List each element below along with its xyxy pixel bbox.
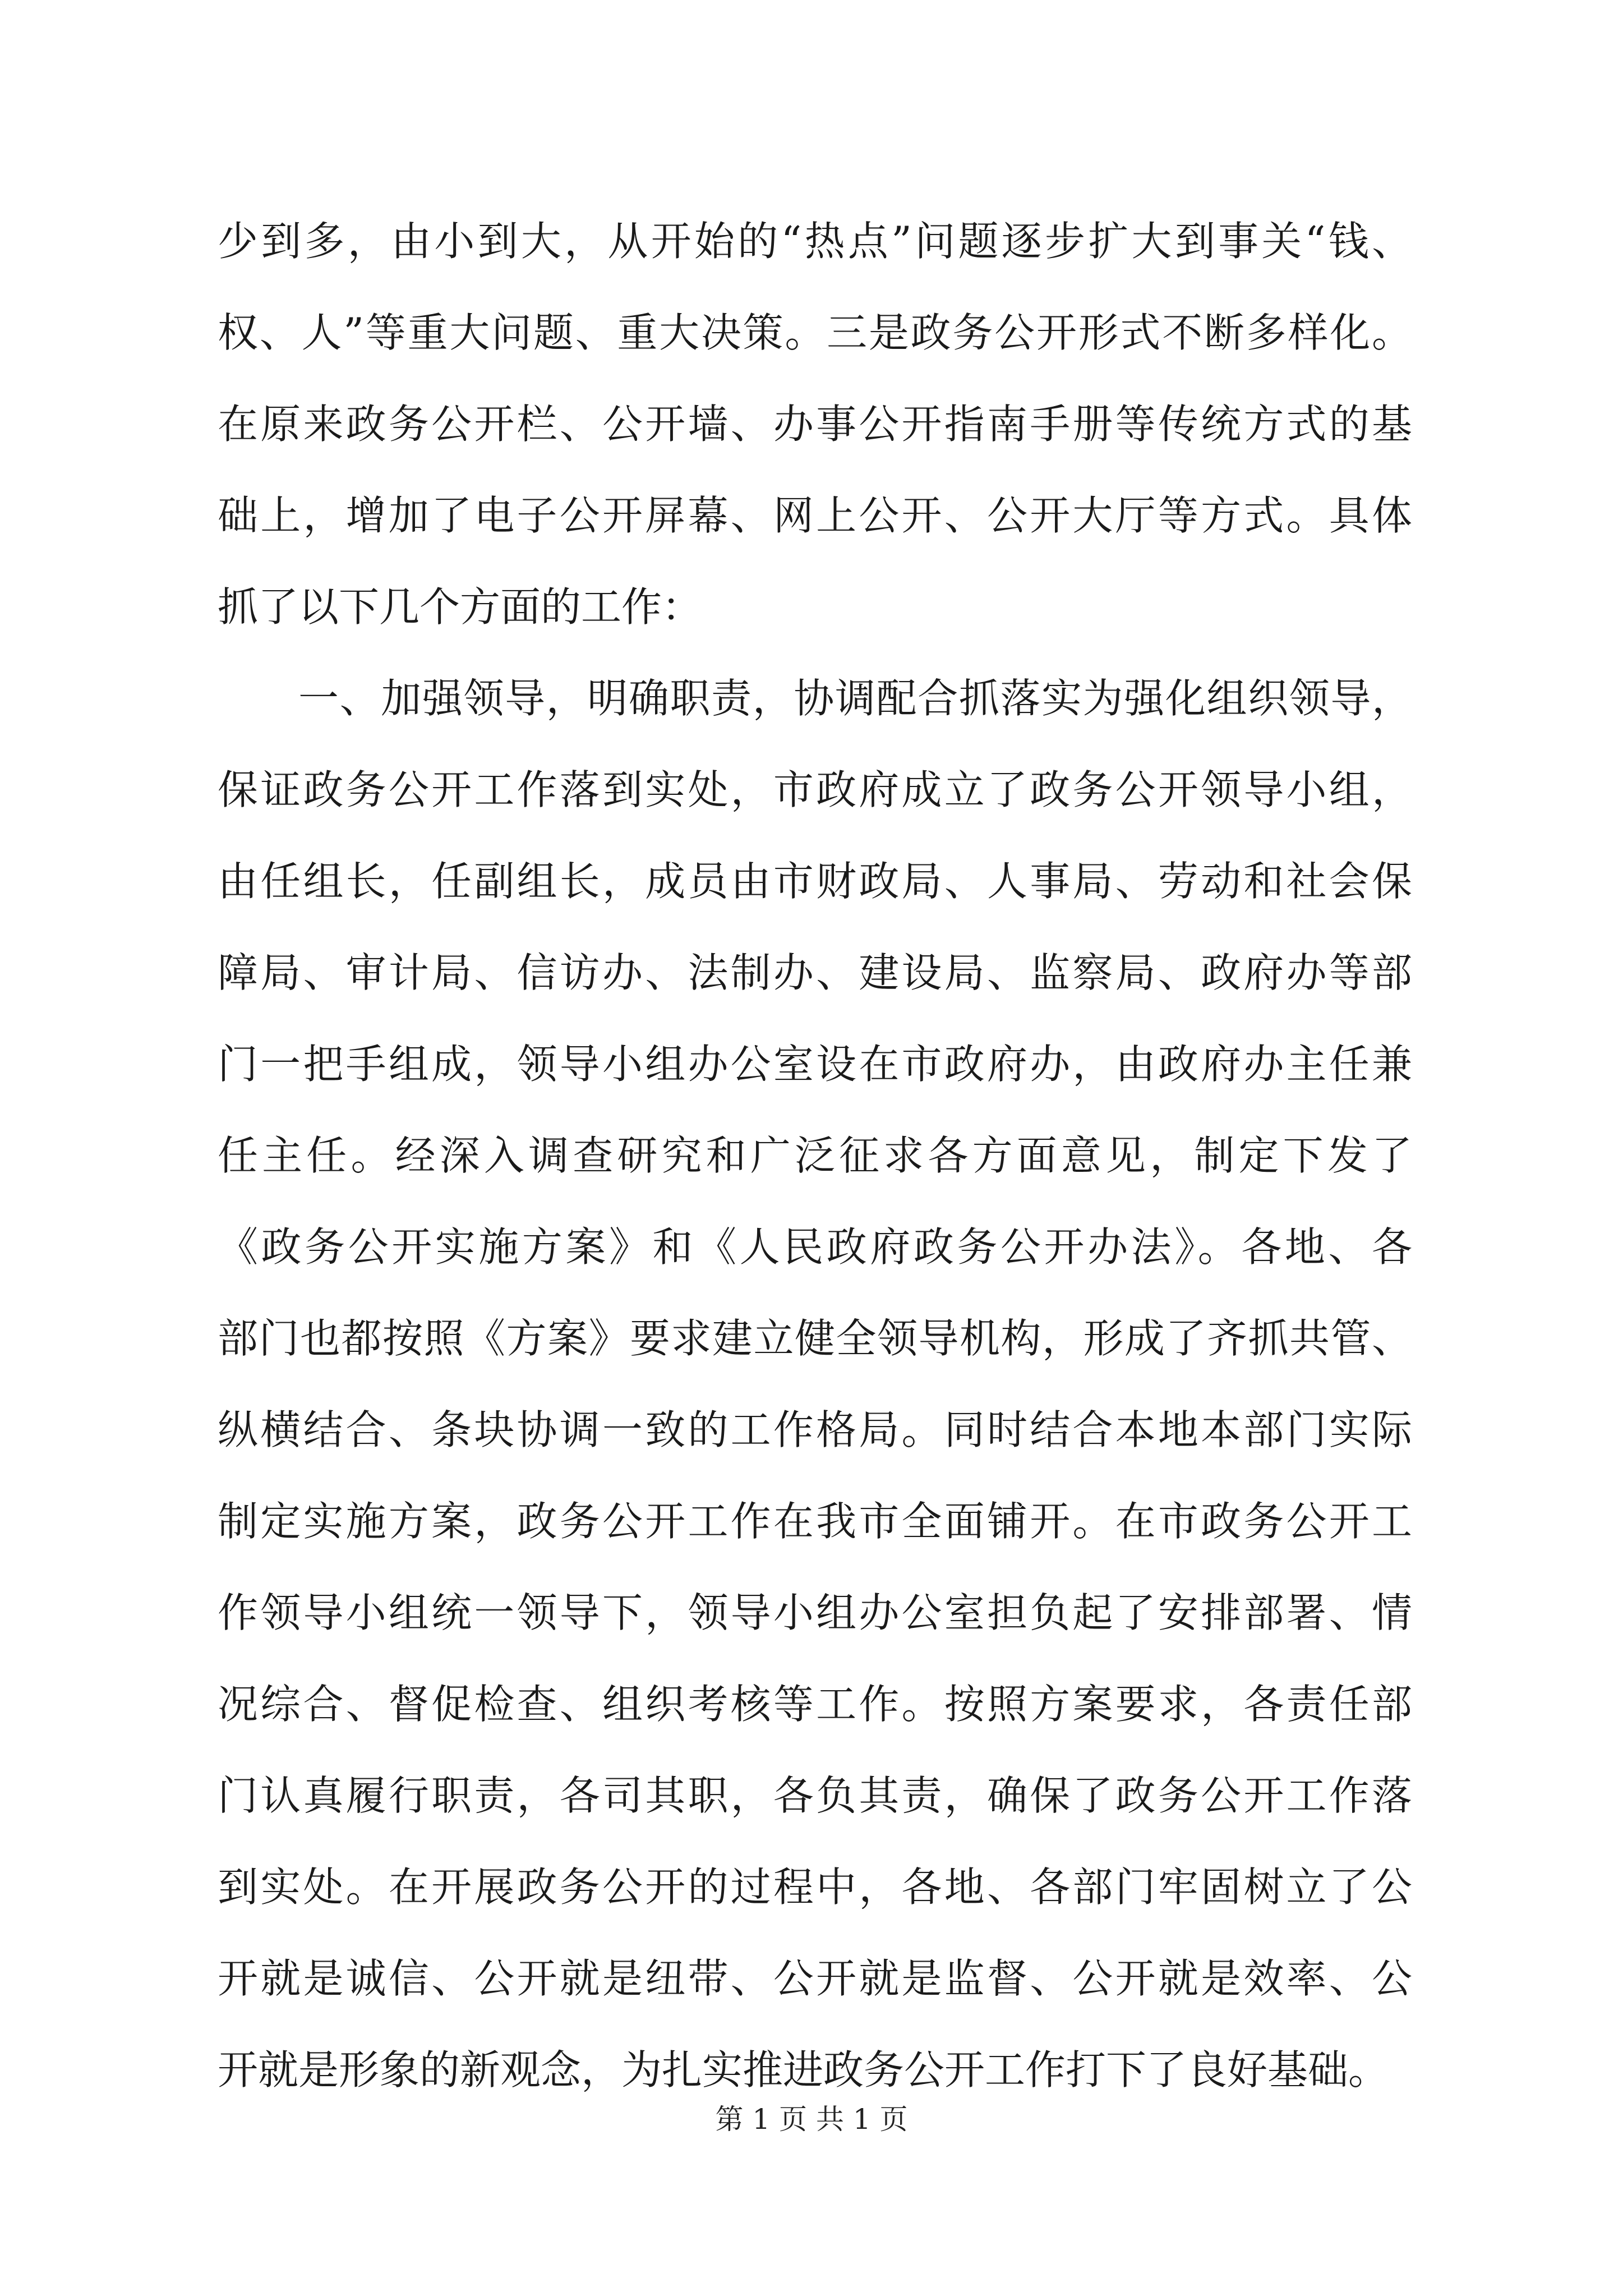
page-footer xyxy=(0,2097,1623,2142)
text-line: 部门也都按照《方案》要求建立健全领导机构，形成了齐抓共管、 xyxy=(218,1315,1412,1362)
text-line: 《政务公开实施方案》和《人民政府政务公开办法》。各地、各 xyxy=(218,1223,1412,1271)
text-line: 门认真履行职责，各司其职，各负其责，确保了政务公开工作落 xyxy=(218,1772,1412,1819)
text-line: 由任组长，任副组长，成员由市财政局、人事局、劳动和社会保 xyxy=(218,858,1412,905)
text-line: 权、人”等重大问题、重大决策。三是政务公开形式不断多样化。 xyxy=(218,309,1412,356)
paragraph-first-line: 一、加强领导，明确职责，协调配合抓落实为强化组织领导， xyxy=(298,675,1412,722)
page-number-label: 第 1 页 共 1 页 xyxy=(715,2103,908,2136)
text-line: 保证政务公开工作落到实处，市政府成立了政务公开领导小组， xyxy=(218,766,1412,813)
text-line: 纵横结合、条块协调一致的工作格局。同时结合本地本部门实际 xyxy=(218,1406,1412,1453)
text-line: 制定实施方案，政务公开工作在我市全面铺开。在市政务公开工 xyxy=(218,1498,1412,1545)
text-line: 到实处。在开展政务公开的过程中，各地、各部门牢固树立了公 xyxy=(218,1864,1412,1911)
text-line: 作领导小组统一领导下，领导小组办公室担负起了安排部署、情 xyxy=(218,1589,1412,1636)
text-line: 少到多，由小到大，从开始的“热点”问题逐步扩大到事关“钱、 xyxy=(218,218,1412,265)
text-line: 障局、审计局、信访办、法制办、建设局、监察局、政府办等部 xyxy=(218,949,1412,996)
text-line: 抓了以下几个方面的工作： xyxy=(218,583,703,631)
text-line: 门一把手组成，领导小组办公室设在市政府办，由政府办主任兼 xyxy=(218,1041,1412,1088)
text-line: 开就是形象的新观念，为扎实推进政务公开工作打下了良好基础。 xyxy=(218,2046,1389,2093)
text-line: 础上，增加了电子公开屏幕、网上公开、公开大厅等方式。具体 xyxy=(218,492,1412,539)
text-line: 在原来政务公开栏、公开墙、办事公开指南手册等传统方式的基 xyxy=(218,401,1412,448)
text-line: 况综合、督促检查、组织考核等工作。按照方案要求，各责任部 xyxy=(218,1681,1412,1728)
text-line: 开就是诚信、公开就是纽带、公开就是监督、公开就是效率、公 xyxy=(218,1955,1412,2002)
text-line: 任主任。经深入调查研究和广泛征求各方面意见，制定下发了 xyxy=(218,1132,1412,1179)
